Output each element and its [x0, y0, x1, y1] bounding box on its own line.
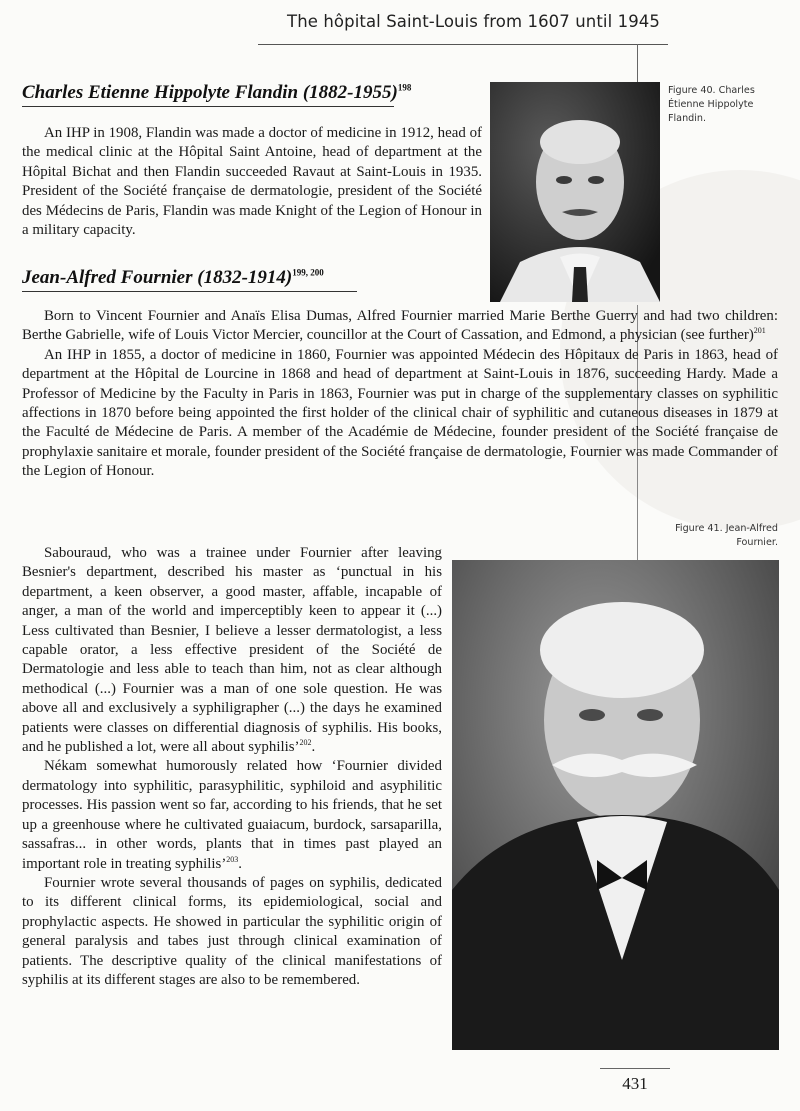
fournier-paragraph-3: Sabouraud, who was a trainee under Fournier after leaving Besnier's department, described his master as ‘punctual in his department, a keen observer, a good master, affable, incapable of anger, a man of the world and imperceptibly keen to appear it (...) Less cultivated than Besnier, I believe a lesser dermatologist, a less capable orator, a less effective president of the Société de Dermatologie and less able to teach than him, not as clear although methodical (...) Fournier was a man of one sole question. He was above all and exclusively a syphiligrapher (...) the days he examined patients were classes on differential diagnosis of syphilis. His books, and he published a lot, were all about syphilis’$^{202}$. [22, 545, 442, 756]
fournier-paragraph-5: Fournier wrote several thousands of pages on syphilis, dedicated to its different clinical forms, its epidemiological, social and prophylactic aspects. He showed in particular the syphilitic origin of general paralysis and tabes just through clinical examination of patients. The descriptive quality of the clinical manifestations of syphilis at its different stages are also to be remembered. [22, 874, 442, 988]
fournier-paragraph-1: Born to Vincent Fournier and Anaïs Elisa Dumas, Alfred Fournier married Marie Berthe Guerry and had two children: Berthe Gabrielle, wife of Louis Victor Mercier, councillor at the Court of Cassation, and Edmond, a physician (see further)$^{201}$ [22, 308, 778, 344]
page-number: 431 [622, 1074, 648, 1093]
flandin-heading-underline [22, 106, 394, 107]
flandin-heading: Charles Etienne Hippolyte Flandin (1882-1955)$^{198}$ [22, 82, 412, 103]
running-head: The hôpital Saint-Louis from 1607 until 1945 [287, 12, 660, 31]
gutter-rule-top [637, 44, 638, 82]
figure-41-photo [452, 560, 779, 1050]
fournier-heading-block [22, 267, 482, 292]
header-rule [258, 44, 668, 45]
footnote-ref: 203 [226, 854, 239, 864]
fournier-heading-underline [22, 291, 357, 292]
fournier-portrait-icon [452, 560, 779, 1050]
flandin-portrait-icon [490, 82, 660, 302]
footnote-ref: 202 [299, 738, 312, 748]
figure-40-caption: Figure 40. Charles Étienne Hippolyte Flandin. [668, 85, 755, 124]
fournier-paragraph-2: An IHP in 1855, a doctor of medicine in 1860, Fournier was appointed Médecin des Hôpitaux de Paris in 1863, head of department at the Hôpital de Lourcine in 1868 and head of department at Saint-Louis in 1876, succeeding Hardy. Made a Professor of Medicine by the Faculty in Paris in 1863, Fournier was put in charge of the supplementary classes on syphilitic affections in 1870 before being appointed the first holder of the clinical chair of syphilitic and cutaneous diseases in 1879 at the Faculté de Médecine de Paris. A member of the Académie de Médecine, founder president of the Société française de prophylaxie sanitaire et morale, founder president of the Société française de dermatologie, Fournier was made Commander of the Legion of Honour. [22, 346, 778, 480]
figure-41-caption: Figure 41. Jean-Alfred Fournier. [675, 523, 778, 548]
fournier-paragraph-4: Nékam somewhat humorously related how ‘Fournier divided dermatology into syphilitic, parasyphilitic, syphiloid and asyphilitic processes. His passion went so far, according to his friends, that he set up a greenhouse where he cultivated guaiacum, burdock, sarsaparilla, sassafras... in other words, plants that in times past played an important role in treating syphilis’$^{203}$. [22, 758, 442, 872]
fournier-fullwidth-text [22, 307, 778, 482]
flandin-paragraph: An IHP in 1908, Flandin was made a doctor of medicine in 1912, head of the medical clinic at the Hôpital Saint Antoine, head of department at the Hôpital Bichat and then Flandin succeeded Ravaut at Saint-Louis in 1935. President of the Société française de dermatologie, president of the Société des Médecins de Paris, Flandin was made Knight of the Legion of Honour in a military capacity. [22, 125, 482, 239]
fournier-heading: Jean-Alfred Fournier (1832-1914)$^{199, 200}$ [22, 267, 324, 288]
figure-40-photo [490, 82, 660, 302]
footer-rule [600, 1068, 670, 1069]
footnote-ref: 198 [397, 82, 412, 93]
fournier-narrow-column [22, 544, 442, 990]
footnote-ref: 201 [753, 326, 766, 336]
flandin-section [22, 82, 482, 240]
footnote-ref: 199, 200 [292, 267, 324, 278]
